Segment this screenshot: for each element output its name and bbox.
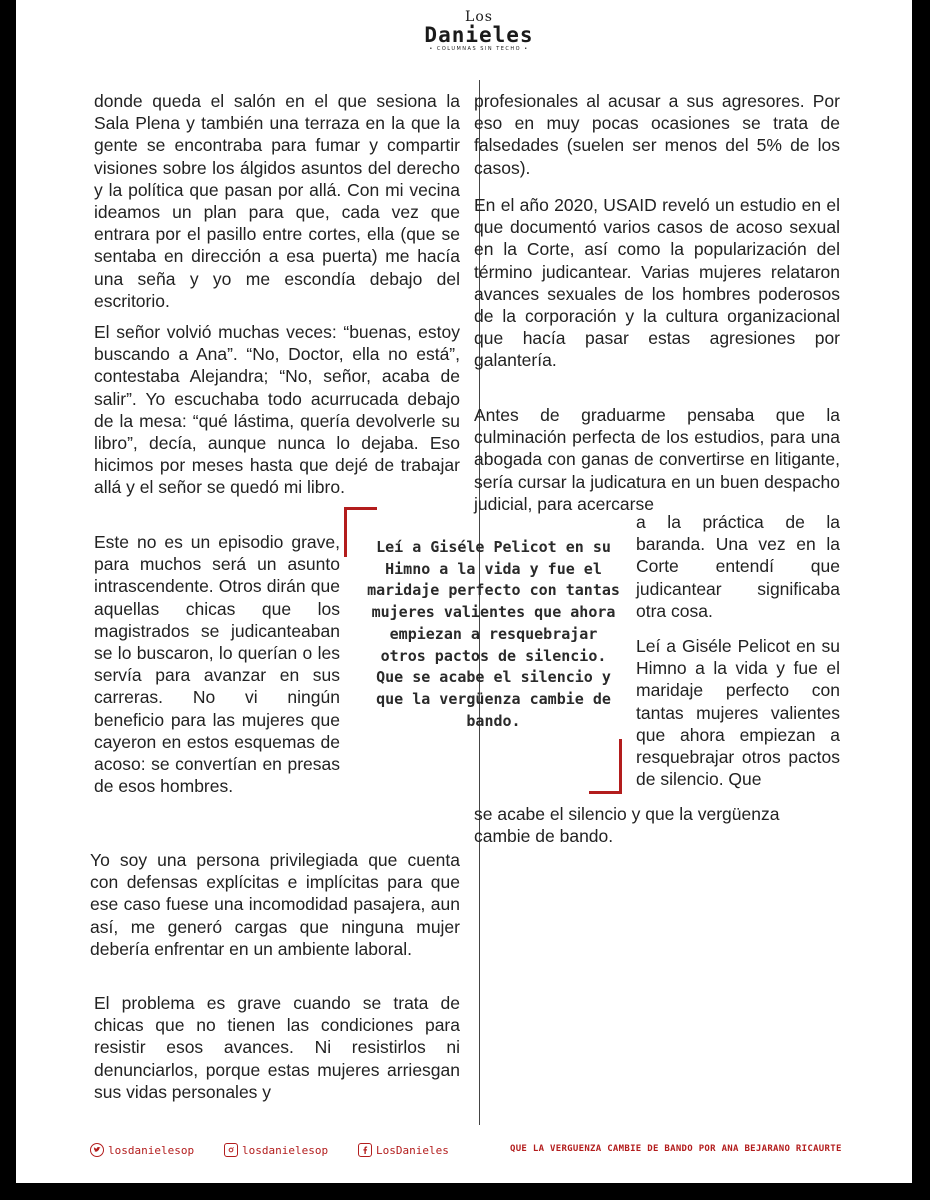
logo-los: Los — [465, 9, 493, 25]
right-paragraph-2: En el año 2020, USAID reveló un estudio en el que documentó varios casos de acoso sexual en la Corte, así como la popularización del término judicantear. Varias mujeres relataron avances sexuales de los hombres poderosos de la corporación y la cultura organizacional que hacía pasar estas agresiones por galantería. — [474, 195, 840, 371]
facebook-icon — [358, 1143, 372, 1157]
right-paragraph-3a: Antes de graduarme pensaba que la culminación perfecta de los estudios, para una abogada con ganas de convertirse en litigante, sería cursar la judicatura en un buen despacho judicial, para acercarse — [474, 405, 840, 514]
brand-logo[interactable] — [404, 10, 554, 52]
facebook-handle: LosDanieles — [376, 1143, 449, 1157]
instagram-icon — [224, 1143, 238, 1157]
left-paragraph-1: donde queda el salón en el que sesiona la Sala Plena y también una terraza en la que la gente se encontraba para fumar y compartir visiones sobre los álgidos asuntos del derecho y la política que pasan por allá. Con mi vecina ideamos un plan para que, cada vez que entrara por el pasillo entre cortes, ella (que se sentaba en dirección a esa puerta) me hacía una seña y yo me escondía debajo del escritorio. — [94, 91, 460, 311]
right-paragraph-4a: Leí a Giséle Pelicot en su Himno a la vida y fue el maridaje perfecto con tantas mujeres valientes que ahora empiezan a resquebrajar otros pactos de silencio. Que — [636, 636, 840, 790]
right-paragraph-4b: se acabe el silencio y que la vergüenza cambie de bando. — [474, 804, 780, 847]
twitter-handle: losdanielesop — [108, 1143, 195, 1157]
quote-bracket-left — [344, 507, 347, 557]
instagram-handle: losdanielesop — [242, 1143, 329, 1157]
twitter-icon — [90, 1143, 104, 1157]
instagram-link[interactable] — [224, 1143, 328, 1157]
logo-danieles: Danieles — [424, 23, 534, 47]
quote-bracket-top — [344, 507, 377, 510]
footer — [16, 1138, 912, 1168]
left-paragraph-4: Yo soy una persona privilegiada que cuenta con defensas explícitas e implícitas para que ese caso fuese una incomodidad pasajera, aun así, me generó cargas que ninguna mujer debería enfrentar en un ambiente laboral. — [90, 850, 460, 959]
twitter-link[interactable] — [90, 1143, 194, 1157]
quote-bracket-right — [619, 739, 622, 794]
logo-tagline: • COLUMNAS SIN TECHO • — [429, 46, 529, 52]
article-credit: QUE LA VERGUENZA CAMBIE DE BANDO POR ANA BEJARANO RICAURTE — [510, 1144, 842, 1154]
right-paragraph-1: profesionales al acusar a sus agresores. Por eso en muy pocas ocasiones se trata de falsedades (suelen ser menos del 5% de los casos). — [474, 91, 840, 178]
left-paragraph-2: El señor volvió muchas veces: “buenas, estoy buscando a Ana”. “No, Doctor, ella no está”, contestaba Alejandra; “No, señor, acaba de salir”. Yo escuchaba todo acurrucada debajo de la mesa: “qué lástima, quería devolverle su libro”, decía, aunque nunca lo dejaba. Eso hicimos por meses hasta que dejé de trabajar allá y el señor se quedó mi libro. — [94, 322, 460, 498]
right-paragraph-3b: a la práctica de la baranda. Una vez en la Corte entendí que judicantear significaba otra cosa. — [636, 512, 840, 621]
quote-bracket-bottom — [589, 791, 622, 794]
left-paragraph-3: Este no es un episodio grave, para muchos será un asunto intrascendente. Otros dirán que aquellas chicas que los magistrados se judicanteaban se lo buscaron, lo querían o les servía para avanzar en sus carreras. No vi ningún beneficio para las mujeres que cayeron en estos esquemas de acoso: se convertían en presas de esos hombres. — [94, 532, 340, 797]
pull-quote: Leí a Giséle Pelicot en su Himno a la vida y fue el maridaje perfecto con tantas mujeres valientes que ahora empiezan a resquebrajar otros pactos de silencio. Que se acabe el silencio y que la vergüenza cambie de bando. — [367, 538, 620, 730]
left-paragraph-5: El problema es grave cuando se trata de chicas que no tienen las condiciones para resistir esos avances. Ni resistirlos ni denunciarlos, porque estas mujeres arriesgan sus vidas personales y — [94, 993, 460, 1102]
document-page — [16, 0, 912, 1183]
facebook-link[interactable] — [358, 1143, 449, 1157]
